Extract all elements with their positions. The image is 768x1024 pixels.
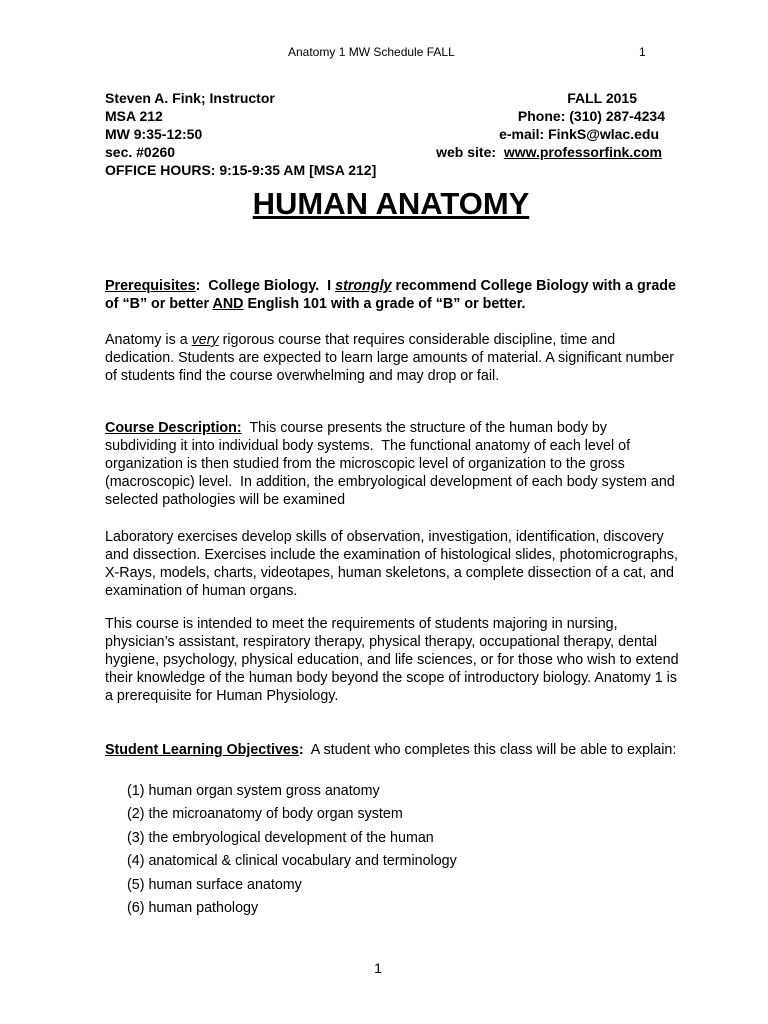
info-row-3 bbox=[105, 125, 665, 143]
rigor-text-a: Anatomy is a bbox=[105, 332, 192, 348]
objectives-list bbox=[127, 780, 457, 920]
instructor-info-block bbox=[105, 89, 665, 179]
list-item: (4) anatomical & clinical vocabulary and terminology bbox=[127, 853, 457, 870]
prerequisites-label: Prerequisites bbox=[105, 278, 196, 294]
course-description-paragraph bbox=[105, 419, 680, 509]
info-row-5 bbox=[105, 161, 665, 179]
prerequisites-text-b: recommend College Biology with a grade of “B” or better bbox=[105, 278, 676, 312]
prerequisites-text-a: : College Biology. I bbox=[195, 278, 336, 294]
instructor-name: Steven A. Fink; Instructor bbox=[105, 90, 275, 106]
rigor-paragraph bbox=[105, 331, 680, 385]
footer-page-number: 1 bbox=[374, 960, 382, 976]
learning-objectives-paragraph bbox=[105, 741, 680, 759]
document-title: HUMAN ANATOMY bbox=[252, 186, 530, 221]
info-row-4 bbox=[105, 143, 665, 161]
prerequisites-paragraph bbox=[105, 277, 680, 313]
website-link[interactable]: www.professorfink.com bbox=[503, 144, 662, 160]
rigor-text-b: rigorous course that requires considerable discipline, time and dedication. Students are expected to learn large amounts of material. A significant number of students find the course overwhelming and may drop or fail. bbox=[105, 332, 675, 384]
email: e-mail: FinkS@wlac.edu bbox=[499, 126, 659, 142]
list-item: (5) human surface anatomy bbox=[127, 876, 302, 893]
running-header bbox=[0, 45, 768, 61]
prerequisites-text-c: English 101 with a grade of “B” or better. bbox=[243, 296, 526, 312]
laboratory-paragraph: Laboratory exercises develop skills of observation, investigation, identification, discovery and dissection. Exercises include the examination of histological slides, photomicrographs, X-Rays, models, charts, videotapes, human skeletons, a complete dissection of a cat, and examination of human organs. bbox=[105, 529, 678, 599]
list-item: (3) the embryological development of the human bbox=[127, 829, 434, 846]
course-description-label: Course Description: bbox=[105, 420, 242, 436]
strongly-emphasis: strongly bbox=[335, 278, 392, 294]
office-hours: OFFICE HOURS: 9:15-9:35 AM [MSA 212] bbox=[105, 162, 377, 178]
intended-audience-paragraph: This course is intended to meet the requirements of students majoring in nursing, physician’s assistant, respiratory therapy, physical therapy, occupational therapy, dental hygiene, psychology, physical education, and life sciences, or for those who wish to extend their knowledge of the human body beyond the scope of introductory biology. Anatomy 1 is a prerequisite for Human Physiology. bbox=[105, 616, 679, 704]
website bbox=[436, 143, 662, 161]
course-description-text: This course presents the structure of the human body by subdividing it into individual body systems. The functional anatomy of each level of organization is then studied from the microscopic level of organization to the gross (macroscopic) level. In addition, the embryological development of each body system and selected pathologies will be examined bbox=[105, 420, 679, 508]
section: sec. #0260 bbox=[105, 144, 176, 160]
learning-objectives-label: Student Learning Objectives bbox=[105, 742, 299, 758]
term: FALL 2015 bbox=[567, 90, 637, 106]
room: MSA 212 bbox=[105, 108, 163, 124]
list-item: (2) the microanatomy of body organ system bbox=[127, 806, 403, 823]
list-item: (6) human pathology bbox=[127, 899, 259, 916]
and-emphasis: AND bbox=[212, 296, 244, 312]
list-item: (1) human organ system gross anatomy bbox=[127, 783, 380, 799]
info-row-2 bbox=[105, 107, 665, 125]
learning-objectives-intro: A student who completes this class will be able to explain: bbox=[303, 742, 677, 758]
learning-objectives-colon: : bbox=[298, 742, 304, 758]
running-header-page-number: 1 bbox=[639, 45, 646, 59]
info-row-1 bbox=[105, 89, 665, 107]
phone: Phone: (310) 287-4234 bbox=[517, 108, 665, 124]
website-label: web site: bbox=[436, 144, 504, 160]
class-time: MW 9:35-12:50 bbox=[105, 126, 203, 142]
very-emphasis: very bbox=[191, 332, 219, 348]
running-header-title: Anatomy 1 MW Schedule FALL bbox=[288, 45, 455, 59]
